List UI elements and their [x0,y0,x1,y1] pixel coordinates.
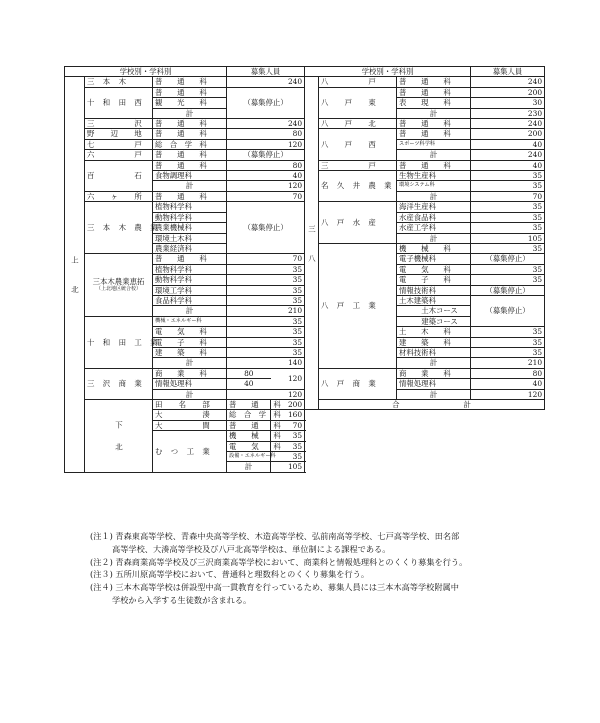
school-name-sub: （上北地区統合校） [95,285,141,292]
school-name: 八 戸 東 [319,87,397,118]
dept-total: 計 [397,191,471,201]
count: 35 [227,337,305,347]
dept-total: 計 [227,462,271,472]
footnote [90,530,560,543]
count: 70 [271,420,305,430]
school-name: 名 久 井 農 業 [319,171,397,202]
count: 210 [471,358,545,368]
count: 240 [227,119,305,129]
school-name: 三 沢 [85,119,153,129]
footnote-mark: (注３) [90,569,113,580]
region-kamikita: 上 北 [65,77,85,472]
school-name: 十 和 田 西 [85,87,153,118]
footnote-continuation: 高等学校、大湊高等学校及び八戸北高等学校は、単位制による課程である。 [112,543,391,554]
count: 80 [227,129,305,139]
school-name: 三 沢 商 業 [85,368,153,399]
count: 35 [271,441,305,451]
school-name: 三 本 木 [85,77,153,87]
dept: 普 通 科 [227,420,271,430]
dept: 機械・エネルギー科 [153,316,227,326]
dept: 水産食品科 [397,212,471,222]
count: 35 [471,243,545,253]
count: 80 [227,368,271,378]
footnotes [90,530,560,607]
school-name [85,254,153,316]
dept: 食品科学科 [153,295,227,305]
grand-total-label-1: 合 [392,400,400,409]
count: 40 [227,379,271,389]
dept: 機 械 科 [227,431,271,441]
dept: 電 気 科 [227,441,271,451]
dept: 環境システム科 [397,181,471,191]
count: 160 [271,410,305,420]
region-sanpachi: 三 八 [305,77,319,410]
dept: 電子機械科 [397,254,471,264]
dept: 普 通 科 [153,191,227,201]
dept-total: 計 [397,150,471,160]
footnote-mark: (注１) [90,531,113,541]
suspended-note: （募集停止） [227,150,305,160]
right-header-count: 募集人員 [471,67,545,77]
count: 35 [471,275,545,285]
count: 200 [471,87,545,97]
school-name: 三 本 木 農 業 [85,202,153,254]
dept: 設備・エネルギー科 [227,452,271,462]
dept: 情報処理科 [153,379,227,389]
dept: 普 通 科 [227,400,271,410]
dept: 普 通 科 [397,77,471,87]
dept: 材料技術科 [397,347,471,357]
dept: 普 通 科 [397,87,471,97]
count: 35 [227,347,305,357]
count: 120 [227,139,305,149]
footnote-continuation: 学校から入学する生徒数が含まれる。 [112,594,252,605]
count: 70 [471,191,545,201]
count: 40 [471,379,545,389]
suspended-note: （募集停止） [227,202,305,254]
dept: 電 気 科 [153,327,227,337]
footnote-text: 青森東高等学校、青森中央高等学校、木造高等学校、弘前南高等学校、七戸高等学校、田名部 [115,531,460,541]
count: 80 [227,160,305,170]
dept: 植物科学科 [153,264,227,274]
count: 210 [227,306,305,316]
grand-total-label [319,400,545,410]
dept: 表 現 科 [397,98,471,108]
count: 35 [227,295,305,305]
dept-total: 計 [153,181,227,191]
suspended-note: （募集停止） [471,254,545,264]
count: 40 [471,160,545,170]
dept: 普 通 科 [397,119,471,129]
school-name: 六 戸 [85,150,153,160]
footnote-text: 三本木高等学校は併設型中高一貫教育を行っているため、募集人員には三本木高等学校附属中 [115,582,459,593]
left-header-school: 学校別・学科別 [65,67,227,77]
school-name: 八 戸 北 [319,119,397,129]
dept-course: 建築コース [397,316,471,326]
dept: 観 光 科 [153,98,227,108]
dept: 土 木 科 [397,327,471,337]
school-name: 百 石 [85,160,153,191]
school-name: 大 湊 [153,410,227,420]
dept: 普 通 科 [153,87,227,97]
school-name: 八 戸 西 [319,129,397,160]
count: 105 [271,462,305,472]
count: 40 [227,171,305,181]
school-name: 十 和 田 工 業 [85,316,153,368]
dept: 電 子 科 [153,337,227,347]
dept: 建 築 科 [153,347,227,357]
dept: 農業経済科 [153,243,227,253]
count: 240 [471,119,545,129]
dept: 機 械 科 [397,243,471,253]
dept: 商 業 科 [397,368,471,378]
school-name: 七 戸 [85,139,153,149]
right-table [304,66,545,410]
count: 120 [471,389,545,399]
dept: 総 合 学 科 [153,139,227,149]
count: 35 [471,337,545,347]
dept: 建 築 科 [397,337,471,347]
dept-total: 計 [153,358,227,368]
dept: 普 通 科 [153,254,227,264]
dept: 農業機械科 [153,223,227,233]
dept-total: 計 [153,108,227,118]
suspended-note: （募集停止） [471,285,545,295]
school-name: 八 戸 [319,77,397,87]
count: 35 [227,275,305,285]
count: 120 [227,181,305,191]
count-combined: 120 [271,368,305,389]
count: 35 [471,264,545,274]
school-name: 八 戸 水 産 [319,202,397,244]
count: 35 [471,223,545,233]
count: 35 [471,327,545,337]
count: 35 [471,181,545,191]
footnote-mark: (注２) [90,556,113,567]
suspended-note: （募集停止） [471,295,545,326]
count: 35 [271,431,305,441]
footnote [90,556,560,569]
footnote [90,581,560,594]
count: 35 [471,171,545,181]
school-name: 大 間 [153,420,227,430]
school-name-main: 三本木農業恵拓 [92,276,145,286]
region-shimokita: 下 北 [85,400,153,473]
dept-course: 土木コース [397,306,471,316]
count: 240 [471,150,545,160]
count: 200 [271,400,305,410]
count: 230 [471,108,545,118]
dept: 普 通 科 [153,160,227,170]
count: 70 [227,191,305,201]
dept: 普 通 科 [397,160,471,170]
dept-total: 計 [397,108,471,118]
count: 35 [271,452,305,462]
count: 240 [471,77,545,87]
dept: 普 通 科 [397,129,471,139]
dept: 普 通 科 [153,129,227,139]
footnote-text: 五所川原高等学校において、普通科と理数科とのくくり募集を行う。 [115,569,370,580]
dept-total: 計 [153,389,227,399]
dept: 商 業 科 [153,368,227,378]
count: 80 [471,368,545,378]
dept: 生物生産科 [397,171,471,181]
school-name: 八 戸 工 業 [319,243,397,368]
school-name: 六 ヶ 所 [85,191,153,201]
dept-total: 計 [397,233,471,243]
grand-total-label-2: 計 [463,400,471,409]
school-name: 八 戸 商 業 [319,368,397,399]
left-header-count: 募集人員 [227,67,305,77]
dept: 食物調理科 [153,171,227,181]
school-name: 田 名 部 [153,400,227,410]
dept-total: 計 [397,358,471,368]
dept: 電 気 科 [397,264,471,274]
dept: 環境土木科 [153,233,227,243]
dept: 水産工学科 [397,223,471,233]
count: 35 [227,285,305,295]
dept: 情報技術科 [397,285,471,295]
right-header-school: 学校別・学科別 [305,67,471,77]
count: 35 [227,316,305,326]
count: 200 [471,129,545,139]
dept: 土木建築科 [397,295,471,305]
dept-total: 計 [397,389,471,399]
count: 40 [471,139,545,149]
count: 35 [227,327,305,337]
count: 140 [227,358,305,368]
dept-total: 計 [153,306,227,316]
school-name: 三 戸 [319,160,397,170]
left-table [64,66,305,473]
dept: 動物科学科 [153,275,227,285]
dept: 普 通 科 [153,119,227,129]
dept: スポーツ科学科 [397,139,471,149]
dept: 普 通 科 [153,77,227,87]
count: 30 [471,98,545,108]
footnote-text: 青森商業高等学校及び三沢商業高等学校において、商業科と情報処理科とのくくり募集を行う。 [115,556,468,567]
dept: 動物科学科 [153,212,227,222]
dept: 環境工学科 [153,285,227,295]
footnote [90,568,560,581]
dept: 普 通 科 [153,150,227,160]
suspended-note: （募集停止） [227,87,305,118]
count: 35 [471,202,545,212]
dept: 総 合 学 科 [227,410,271,420]
count: 120 [227,389,305,399]
school-name: む つ 工 業 [153,431,227,473]
count: 70 [227,254,305,264]
count: 35 [227,264,305,274]
dept: 電 子 科 [397,275,471,285]
count: 35 [471,347,545,357]
school-name: 野 辺 地 [85,129,153,139]
count: 35 [471,212,545,222]
dept: 植物科学科 [153,202,227,212]
dept: 海洋生産科 [397,202,471,212]
count: 240 [227,77,305,87]
dept: 情報処理科 [397,379,471,389]
footnote-mark: (注４) [90,582,113,593]
count: 105 [471,233,545,243]
